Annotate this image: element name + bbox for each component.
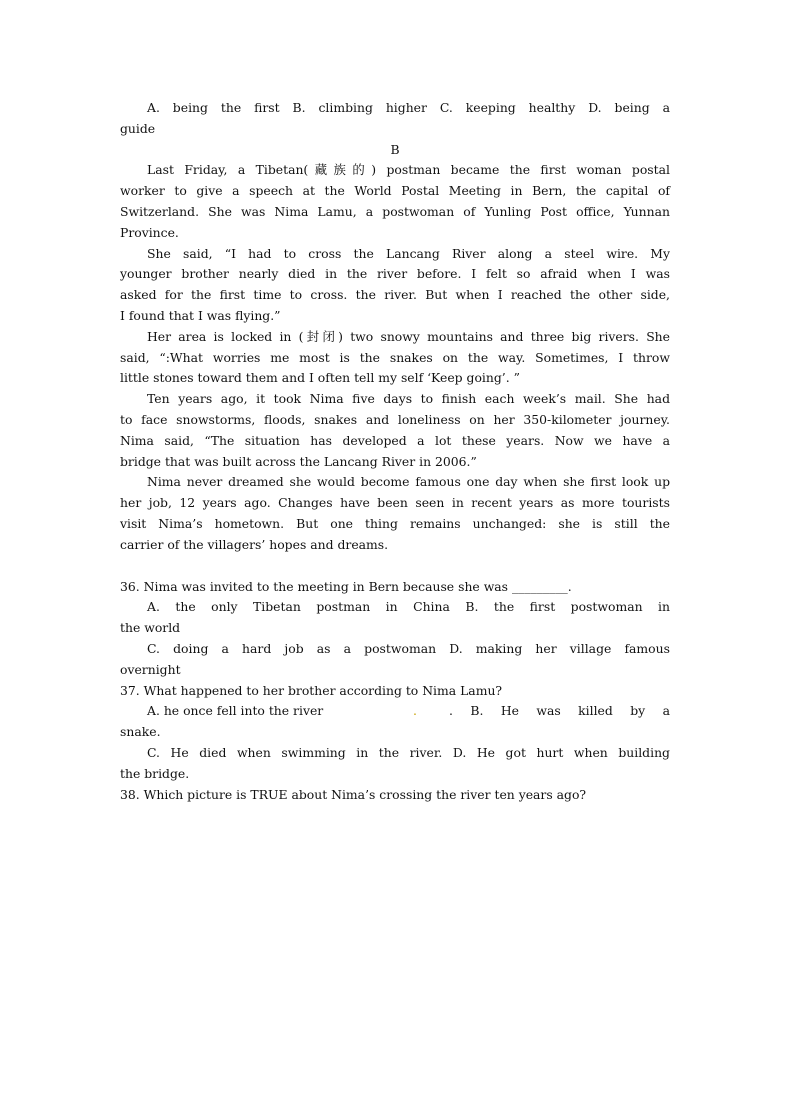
passage-p4-line3: Nima said, “The situation has developed a lot these years. Now we have a — [120, 432, 670, 448]
q37-options-ab-wrap: snake. — [120, 724, 161, 740]
passage-p2-line4: I found that I was flying.” — [120, 307, 281, 323]
section-heading-b: B — [390, 141, 400, 157]
passage-p3-line3: little stones toward them and I often tell my self ‘Keep going’. ” — [120, 370, 520, 386]
passage-p1-line2: worker to give a speech at the World Postal Meeting in Bern, the capital of — [120, 183, 670, 199]
document-page — [120, 98, 670, 805]
q36-options-ab: A. the only Tibetan postman in China B. the first postwoman in — [147, 599, 670, 615]
question-36: 36. Nima was invited to the meeting in Bern because she was _________. — [120, 578, 572, 594]
passage-p4-line2: to face snowstorms, floods, snakes and loneliness on her 350-kilometer journey. — [120, 411, 670, 427]
passage-p5-line4: carrier of the villagers’ hopes and dreams. — [120, 536, 389, 552]
passage-p4-line4: bridge that was built across the Lancang River in 2006.” — [120, 453, 477, 469]
passage-p4-line1: Ten years ago, it took Nima five days to finish each week’s mail. She had — [147, 391, 670, 407]
passage-p3-line1: Her area is locked in (封闭) two snowy mountains and three big rivers. She — [147, 328, 670, 344]
passage-p2-line1: She said, “I had to cross the Lancang River along a steel wire. My — [147, 245, 670, 261]
question-38: 38. Which picture is TRUE about Nima’s crossing the river ten years ago? — [120, 786, 587, 802]
q37-options-ab — [120, 701, 670, 722]
passage-p5-line1: Nima never dreamed she would become famous one day when she first look up — [147, 474, 670, 490]
q37-option-b: . B. He was killed by a — [449, 703, 670, 719]
passage-p5-line3: visit Nima’s hometown. But one thing remains unchanged: she is still the — [120, 515, 670, 531]
passage-p1-line3: Switzerland. She was Nima Lamu, a postwoman of Yunling Post office, Yunnan — [120, 203, 670, 219]
q36-options-cd: C. doing a hard job as a postwoman D. making her village famous — [147, 640, 670, 656]
passage-p2-line3: asked for the first time to cross. the river. But when I reached the other side, — [120, 287, 670, 303]
q35-options-line: A. being the first B. climbing higher C. keeping healthy D. being a — [147, 100, 670, 115]
passage-p1-line1: Last Friday, a Tibetan(藏族的) postman became the first woman postal — [147, 162, 670, 178]
stray-dot: . — [413, 703, 417, 719]
blank-gap — [120, 556, 670, 577]
q36-options-ab-wrap: the world — [120, 620, 181, 636]
passage-p3-line2: said, “:What worries me most is the snakes on the way. Sometimes, I throw — [120, 349, 670, 365]
q37-option-a: A. he once fell into the river — [147, 703, 324, 719]
passage-p5-line2: her job, 12 years ago. Changes have been seen in recent years as more tourists — [120, 495, 670, 511]
q37-options-cd: C. He died when swimming in the river. D. He got hurt when building — [147, 744, 670, 760]
q35-options-wrap: guide — [120, 120, 156, 136]
passage-p2-line2: younger brother nearly died in the river before. I felt so afraid when I was — [120, 266, 670, 282]
question-37: 37. What happened to her brother according to Nima Lamu? — [120, 682, 503, 698]
q36-options-cd-wrap: overnight — [120, 661, 181, 677]
q37-options-cd-wrap: the bridge. — [120, 765, 190, 781]
passage-p1-line4: Province. — [120, 224, 179, 240]
